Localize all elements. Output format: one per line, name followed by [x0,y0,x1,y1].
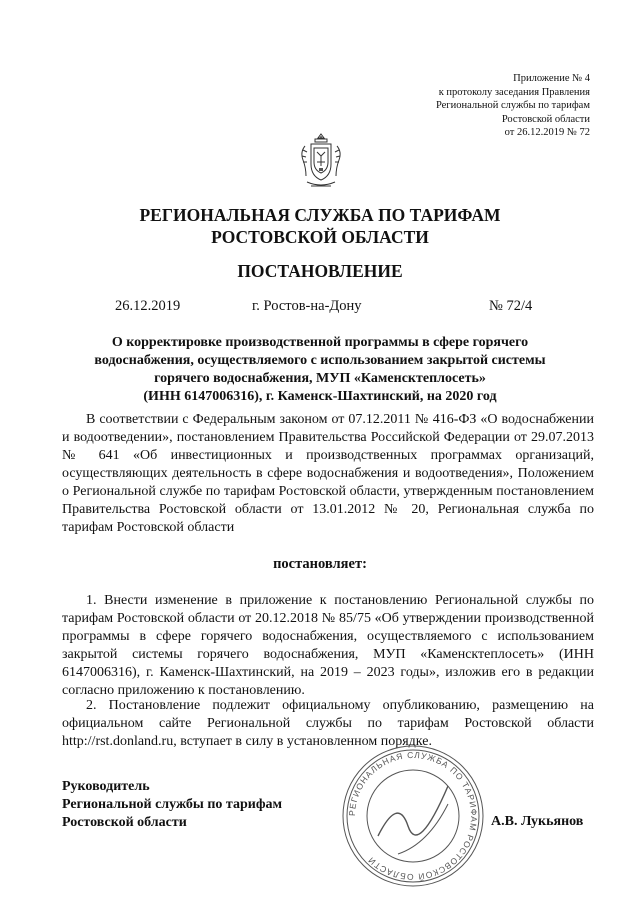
document-type: ПОСТАНОВЛЕНИЕ [237,261,403,281]
appendix-line: от 26.12.2019 № 72 [504,127,590,138]
official-seal-icon [338,736,488,896]
signer-name: А.В. Лукьянов [491,814,584,829]
appendix-note [436,72,590,140]
signer-title-line: Региональной службы по тарифам [62,797,283,812]
subject-line: водоснабжения, осуществляемого с использованием закрытой системы [94,353,546,368]
seal-text: РЕГИОНАЛЬНАЯ СЛУЖБА ПО ТАРИФАМ РОСТОВСКОЙ ОБЛАСТИ [346,749,480,883]
organization-title-line: РОСТОВСКОЙ ОБЛАСТИ [211,227,429,247]
preamble-paragraph: В соответствии с Федеральным законом от 07.12.2011 № 416-ФЗ «О водоснабжении и водоотведении», постановлением Правительства Российской Федерации от 29.07.2013 № 641 «Об инвестиционных и производственных программах организаций, осуществляющих деятельность в сфере водоснабжения и водоотведения», Положением о Региональной службе по тарифам Ростовской области, утвержденным постановлением Правительства Ростовской области от 13.01.2012 № 20, Региональная служба по тарифам Ростовской области [62,412,594,535]
decree-item-1: 1. Внести изменение в приложение к постановлению Региональной службы по тарифам Ростовской области от 20.12.2018 № 85/75 «Об утверждении производственной программы в сфере горячего водоснабжения, осуществляемого с использованием закрытой системы горячего водоснабжения, МУП «Каменсктеплосеть» (ИНН 6147006316), г. Каменск-Шахтинский, на 2019 – 2023 годы», изложив его в редакции согласно приложению к постановлению. [62,593,594,698]
document-meta [0,298,640,316]
signer-title [62,778,282,832]
document-place: г. Ростов-на-Дону [252,298,362,314]
signer-title-line: Руководитель [62,779,150,794]
subject-line: (ИНН 6147006316), г. Каменск-Шахтинский, на 2020 год [143,389,497,404]
coat-of-arms-icon [299,132,343,190]
organization-title [0,204,640,248]
subject-line: горячего водоснабжения, МУП «Каменсктеплосеть» [154,371,486,386]
document-number: № 72/4 [489,298,533,314]
organization-title-line: РЕГИОНАЛЬНАЯ СЛУЖБА ПО ТАРИФАМ [139,205,501,225]
appendix-line: Ростовской области [501,113,590,125]
decree-item-2: 2. Постановление подлежит официальному опубликованию, размещению на официальном сайте Региональной службы по тарифам Ростовской области http://rst.donland.ru, вступает в силу в установленном порядке. [62,698,594,749]
appendix-line: Региональной службы по тарифам [435,100,590,111]
subject-line: О корректировке производственной программы в сфере горячего [111,335,529,350]
appendix-line: к протоколу заседания Правления [438,86,590,98]
document-date: 26.12.2019 [115,298,181,314]
appendix-line: Приложение № 4 [513,73,590,84]
document-subject [60,334,580,406]
signer-title-line: Ростовской области [62,815,187,830]
decree-word: постановляет: [273,556,367,572]
